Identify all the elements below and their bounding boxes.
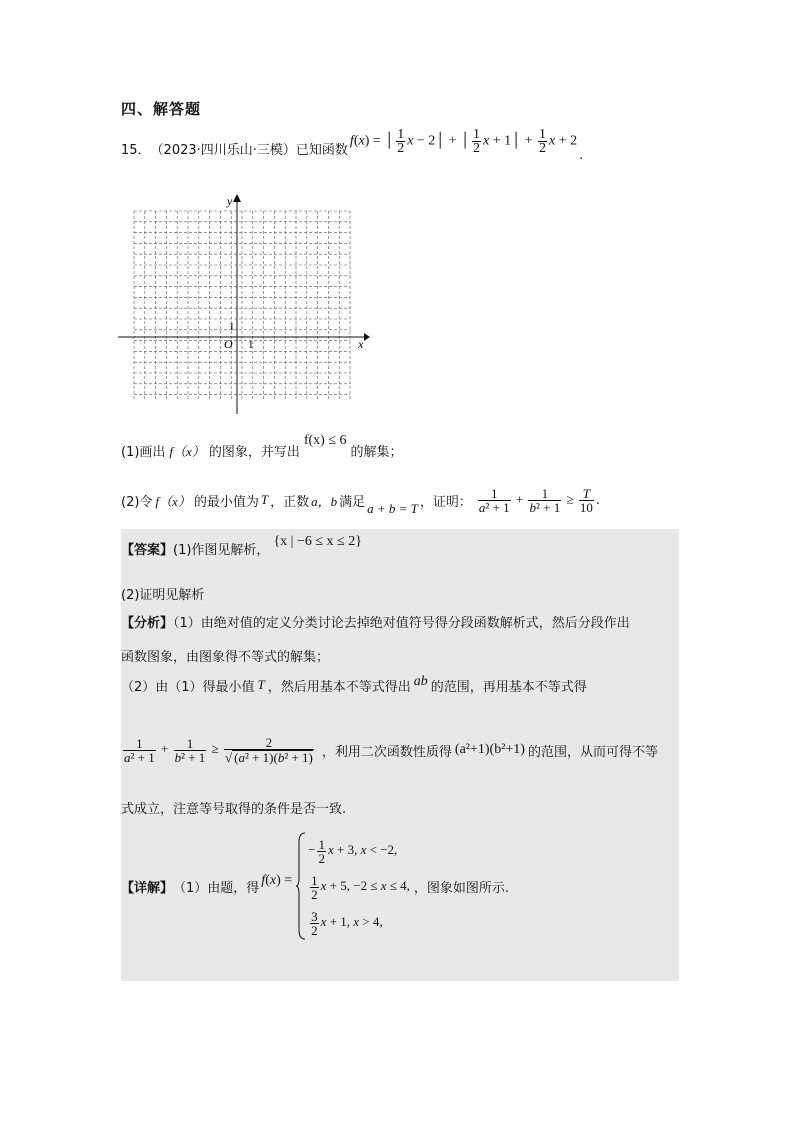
analysis-line3 [121, 670, 587, 700]
unit-x-label: 1 [248, 339, 254, 351]
brace-icon [296, 832, 306, 940]
coordinate-grid [118, 192, 370, 416]
part1-text-a: 的图象，并写出 [208, 444, 300, 460]
y-axis-arrow-icon [233, 194, 241, 202]
part2-text-b: ，正数 [270, 494, 310, 510]
analysis-line4-expr: (a²+1)(b²+1) [454, 742, 525, 757]
answer-part2: (2)证明见解析 [121, 588, 205, 603]
analysis-text-line1: （1）由绝对值的定义分类讨论去掉绝对值符号得分段函数解析式，然后分段作出 [173, 616, 630, 631]
part2-text-d: ，证明： [419, 494, 472, 510]
part2-T: T [260, 492, 269, 507]
question-source: （2023·四川乐山·三模） [150, 142, 296, 158]
question-stem-prefix: 已知函数 [295, 142, 348, 158]
part2-text-a: 的最小值为 [193, 494, 259, 510]
part2-fx: f（x） [155, 493, 191, 509]
analysis-line2: 函数图象，由图象得不等式的解集； [121, 650, 330, 665]
part1-fx: f（x） [169, 443, 205, 459]
detail-tag: 【详解】 [121, 880, 174, 896]
analysis-line4-a: ，利用二次函数性质得 [321, 744, 452, 760]
analysis-tag: 【分析】 [121, 616, 174, 631]
analysis-line3-b: ，然后用基本不等式得出 [267, 679, 411, 695]
analysis-inequality: $\frac{1}{\text{a² + 1}}$ + $\frac{1}{\text{b² + 1}}$ ≥ $\frac{2}{\text{√ (a² + 1)(b² + 1)}}$ [124, 735, 313, 765]
answer-part1: (1)作图见解析， [173, 542, 270, 558]
detail-fx: f(x) = [261, 873, 293, 888]
detail-line [121, 830, 509, 942]
analysis-line5: 式成立，注意等号取得的条件是否一致. [121, 802, 347, 817]
analysis-line3-a: （2）由（1）得最小值 [121, 679, 255, 695]
section-heading: 四、解答题 [121, 100, 202, 118]
answer-line [121, 533, 362, 563]
piecewise-case-2: $\frac{1}{2}$ x + 5, −2 ≤ x ≤ 4, [311, 872, 410, 902]
analysis-line3-c: 的范围，再用基本不等式得 [430, 679, 587, 695]
part2-text-c: 满足 [339, 494, 366, 510]
piecewise-case-1: − $\frac{1}{2}$ x + 3, x < −2, [308, 836, 398, 866]
x-axis-arrow-icon [364, 333, 370, 341]
question-stem [121, 128, 583, 168]
question-number: 15． [121, 142, 151, 158]
analysis-line3-ab: ab [413, 674, 428, 689]
part1-text-b: 的解集； [350, 444, 403, 460]
analysis-line4 [121, 720, 658, 780]
part2-label: (2)令 [121, 494, 153, 510]
analysis-line4-b: 的范围，从而可得不等 [527, 744, 658, 760]
part1-inequality: f(x) ≤ 6 [303, 433, 347, 448]
part2-claim: $\frac{1}{\text{a² + 1}}$ + $\frac{1}{\text{b² + 1}}$ ≥ $\frac{T}{10}$ [478, 485, 593, 515]
piecewise-case-3: $\frac{3}{2}$ x + 1, x > 4, [311, 908, 383, 938]
origin-label: O [224, 337, 233, 351]
part2-condition: a + b = T [367, 501, 418, 516]
answer-solution-set: {x | −6 ≤ x ≤ 2} [273, 534, 362, 549]
unit-y-label: 1 [229, 321, 235, 333]
y-axis-label: y [227, 194, 233, 208]
x-axis-label: x [358, 337, 364, 351]
grid-lines [134, 211, 350, 400]
analysis-line1 [121, 612, 630, 631]
detail-outro: ，图象如图所示. [413, 880, 510, 896]
detail-intro: （1）由题，得 [173, 880, 260, 896]
part1-question [121, 430, 403, 470]
function-definition: f(x) = │ $\frac{1}{2}$ x − 2│ + │ $\frac{1}{2}$ x + 1│ + $\frac{1}{2}$ x + 2 [349, 126, 578, 156]
part2-question [121, 480, 600, 520]
part2-ab: a，b [311, 493, 338, 509]
answer-tag: 【答案】 [121, 542, 174, 558]
analysis-line3-T: T [257, 677, 265, 692]
part1-label: (1)画出 [121, 444, 166, 460]
question-stem-suffix: . [579, 147, 584, 163]
part2-end: . [595, 492, 600, 508]
piecewise-function [296, 832, 410, 940]
